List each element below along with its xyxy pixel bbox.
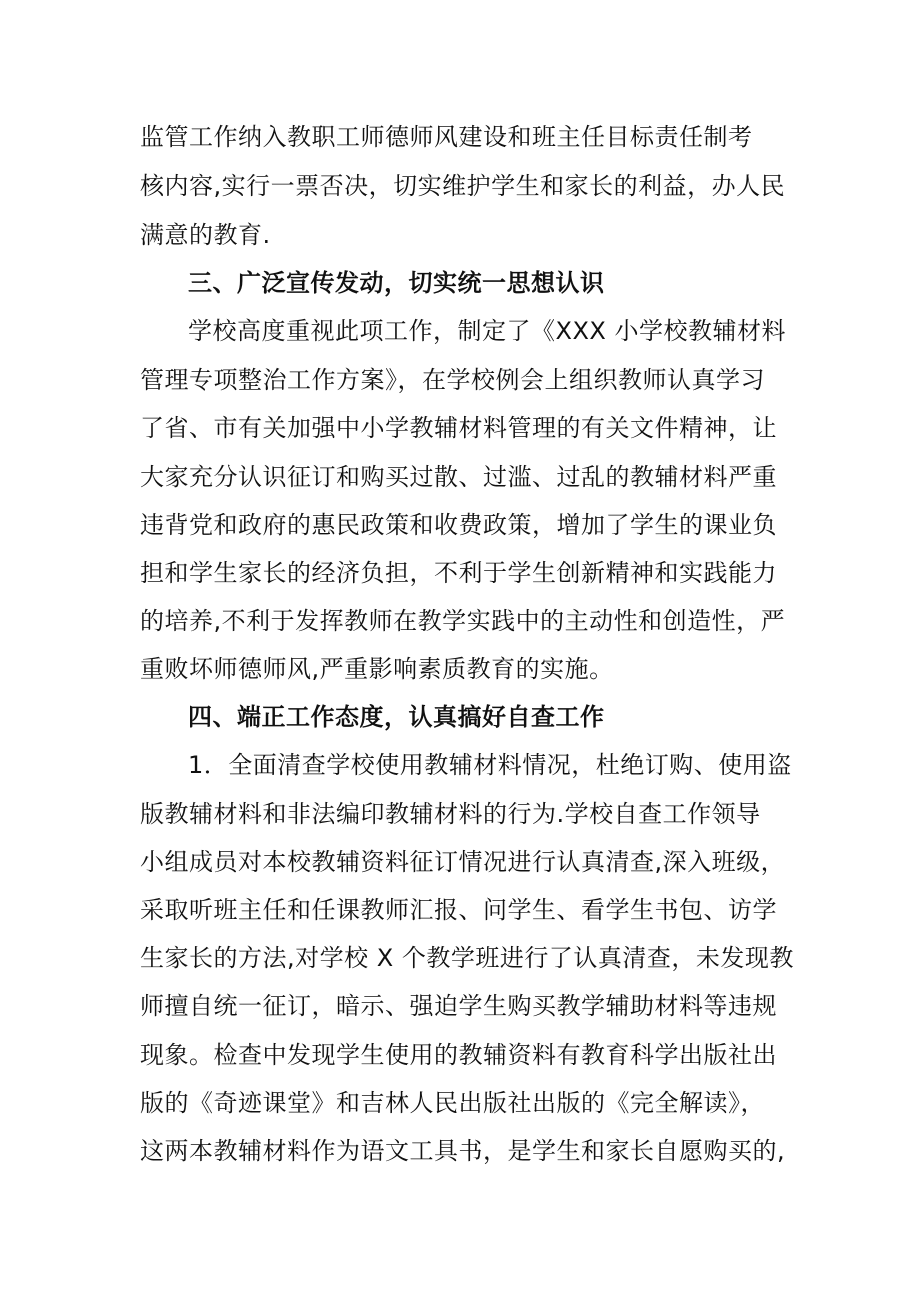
paragraph-line: 大家充分认识征订和购买过散、过滥、过乱的教辅材料严重 — [140, 463, 777, 491]
paragraph-line: 核内容,实行一票否决，切实维护学生和家长的利益，办人民 — [140, 172, 786, 200]
paragraph-line: 小组成员对本校教辅资料征订情况进行认真清查,深入班级， — [140, 848, 786, 876]
paragraph-line: 重败坏师德师风,严重影响素质教育的实施。 — [140, 655, 614, 683]
section-heading-3: 三、广泛宣传发动，切实统一思想认识 — [188, 269, 605, 297]
paragraph-line: 版教辅材料和非法编印教辅材料的行为.学校自查工作领导 — [140, 800, 761, 828]
paragraph-line: 师擅自统一征订，暗示、强迫学生购买教学辅助材料等违规 — [140, 992, 777, 1020]
paragraph-line: 监管工作纳入教职工师德师风建设和班主任目标责任制考 — [140, 123, 753, 151]
paragraph-line: 这两本教辅材料作为语文工具书，是学生和家长自愿购买的, — [140, 1137, 786, 1165]
paragraph-line: 了省、市有关加强中小学教辅材料管理的有关文件精神，让 — [140, 414, 777, 442]
section-heading-4: 四、端正工作态度，认真搞好自查工作 — [188, 703, 605, 731]
paragraph-line: 管理专项整治工作方案》，在学校例会上组织教师认真学习 — [140, 366, 765, 394]
paragraph-line: 学校高度重视此项工作，制定了《XXX 小学校教辅材料 — [188, 317, 786, 345]
paragraph-line: 采取听班主任和任课教师汇报、问学生、看学生书包、访学 — [140, 896, 777, 924]
paragraph-line: 担和学生家长的经济负担，不利于学生创新精神和实践能力 — [140, 559, 777, 587]
paragraph-line: 的培养,不利于发挥教师在教学实践中的主动性和创造性，严 — [140, 607, 786, 635]
paragraph-line: 版的《奇迹课堂》和吉林人民出版社出版的《完全解读》， — [140, 1089, 765, 1117]
paragraph-line: 1．全面清查学校使用教辅材料情况，杜绝订购、使用盗 — [188, 751, 792, 779]
paragraph-line: 满意的教育. — [140, 221, 271, 249]
paragraph-line: 生家长的方法,对学校 X 个教学班进行了认真清查，未发现教 — [140, 944, 794, 972]
paragraph-line: 违背党和政府的惠民政策和收费政策，增加了学生的课业负 — [140, 511, 777, 539]
paragraph-line: 现象。检查中发现学生使用的教辅资料有教育科学出版社出 — [140, 1041, 777, 1069]
